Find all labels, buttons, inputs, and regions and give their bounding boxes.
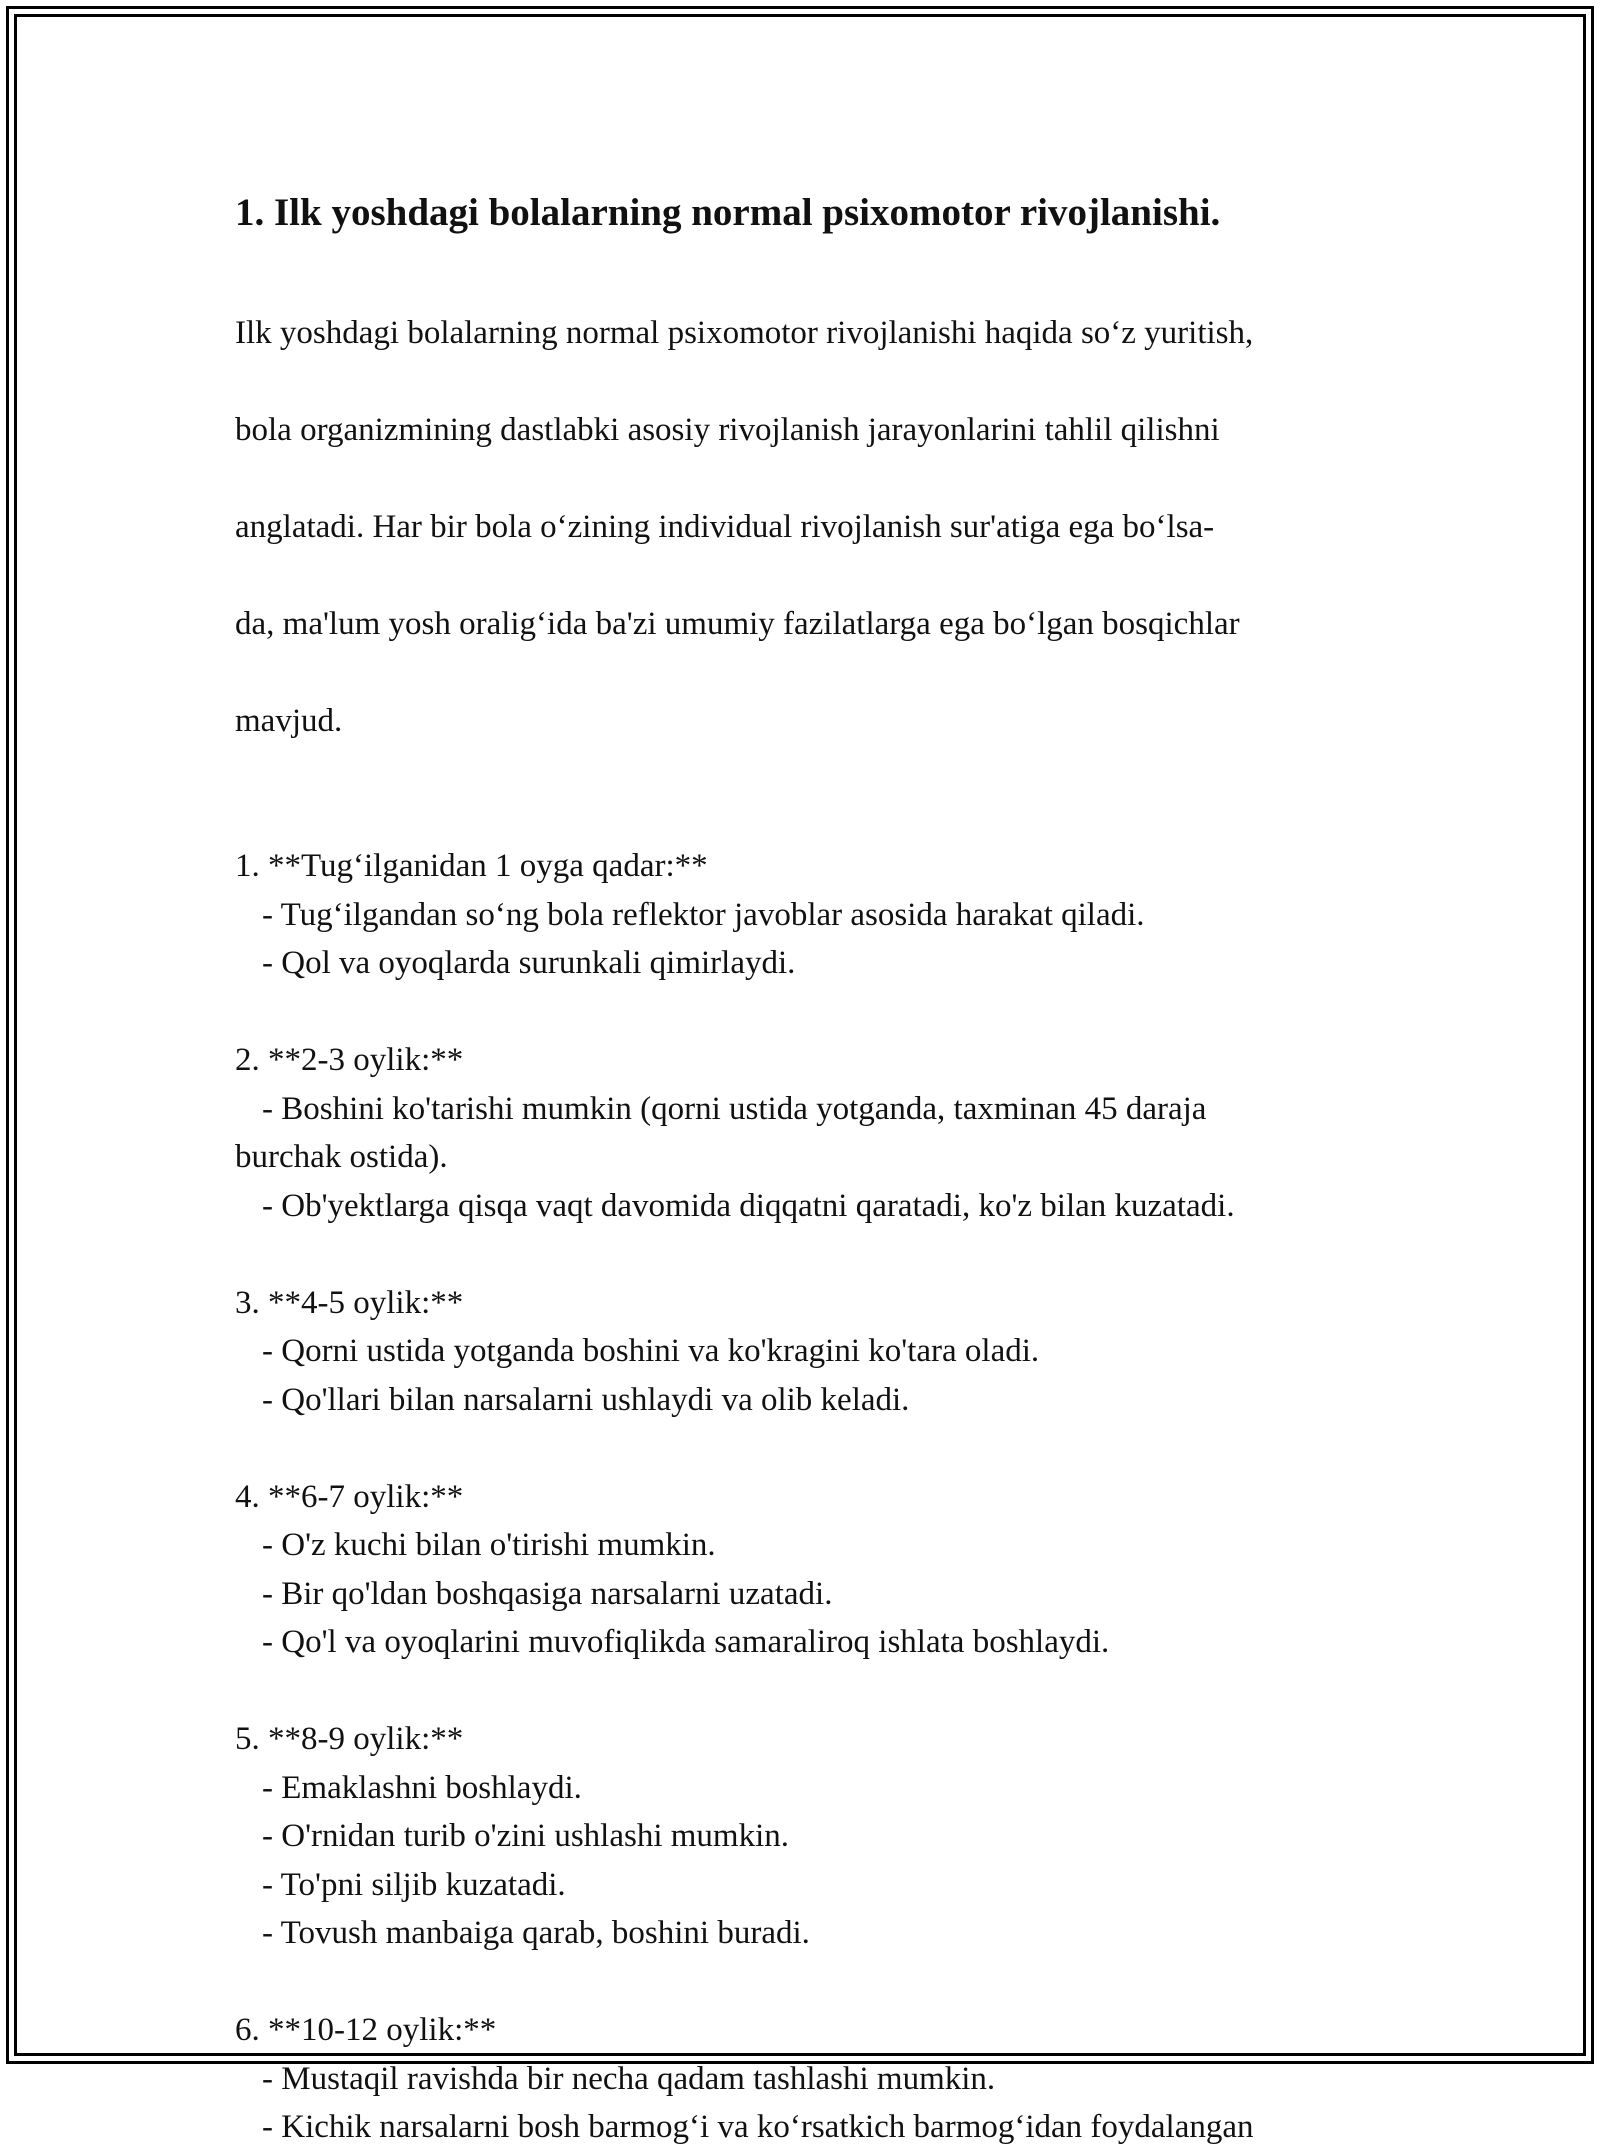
list-item: - Qo'llari bilan narsalarni ushlaydi va olib keladi. <box>262 1381 910 1418</box>
list-item: - O'z kuchi bilan o'tirishi mumkin. <box>262 1527 716 1563</box>
intro-line: mavjud. <box>235 702 343 739</box>
age-section-6 <box>235 2006 1375 2152</box>
intro-line: Ilk yoshdagi bolalarning normal psixomotor rivojlanishi haqida so‘z yuritish, <box>235 314 1254 351</box>
list-item: - Tug‘ilgandan so‘ng bola reflektor javoblar asosida harakat qiladi. <box>262 896 1145 933</box>
age-section-4 <box>235 1473 1375 1667</box>
section-heading: 4. **6-7 oylik:** <box>235 1478 464 1515</box>
section-heading: 6. **10-12 oylik:** <box>235 2012 497 2048</box>
list-item: - Kichik narsalarni bosh barmog‘i va ko‘rsatkich barmog‘idan foydalangan <box>262 2109 1254 2145</box>
list-item: - To'pni siljib kuzatadi. <box>262 1866 566 1903</box>
list-item: - Qorni ustida yotganda boshini va ko'kragini ko'tara oladi. <box>262 1333 1040 1369</box>
intro-line: bola organizmining dastlabki asosiy rivojlanish jarayonlarini tahlil qilishni <box>235 411 1220 448</box>
list-item: - Boshini ko'tarishi mumkin (qorni ustida yotganda, taxminan 45 daraja <box>262 1090 1207 1127</box>
section-heading: 5. **8-9 oylik:** <box>235 1721 464 1757</box>
list-item: - Qol va oyoqlarda surunkali qimirlaydi. <box>262 945 796 981</box>
age-section-3 <box>235 1279 1375 1425</box>
section-heading: 2. **2-3 oylik:** <box>235 1042 464 1078</box>
intro-line: anglatadi. Har bir bola o‘zining individual rivojlanish sur'atiga ega bo‘lsa- <box>235 508 1215 545</box>
list-item: - Ob'yektlarga qisqa vaqt davomida diqqatni qaratadi, ko'z bilan kuzatadi. <box>262 1187 1235 1224</box>
age-section-1 <box>235 842 1375 988</box>
list-item: - Mustaqil ravishda bir necha qadam tashlashi mumkin. <box>262 2060 996 2097</box>
list-item: - Tovush manbaiga qarab, boshini buradi. <box>262 1915 810 1951</box>
intro-line: da, ma'lum yosh oralig‘ida ba'zi umumiy fazilatlarga ega bo‘lgan bosqichlar <box>235 605 1240 642</box>
intro-paragraph <box>235 260 1375 794</box>
section-heading: 3. **4-5 oylik:** <box>235 1284 464 1321</box>
list-item: - Bir qo'ldan boshqasiga narsalarni uzatadi. <box>262 1575 833 1612</box>
age-section-2 <box>235 1036 1375 1230</box>
document-title: 1. Ilk yoshdagi bolalarning normal psixomotor rivojlanishi. <box>235 191 1221 234</box>
document-body <box>235 186 1375 2152</box>
list-item: - Emaklashni boshlaydi. <box>262 1769 582 1806</box>
age-section-5 <box>235 1715 1375 1958</box>
list-item-continuation: burchak ostida). <box>235 1139 448 1175</box>
list-item: - O'rnidan turib o'zini ushlashi mumkin. <box>262 1818 790 1854</box>
section-heading: 1. **Tug‘ilganidan 1 oyga qadar:** <box>235 848 708 884</box>
list-item: - Qo'l va oyoqlarini muvofiqlikda samaraliroq ishlata boshlaydi. <box>262 1624 1110 1660</box>
